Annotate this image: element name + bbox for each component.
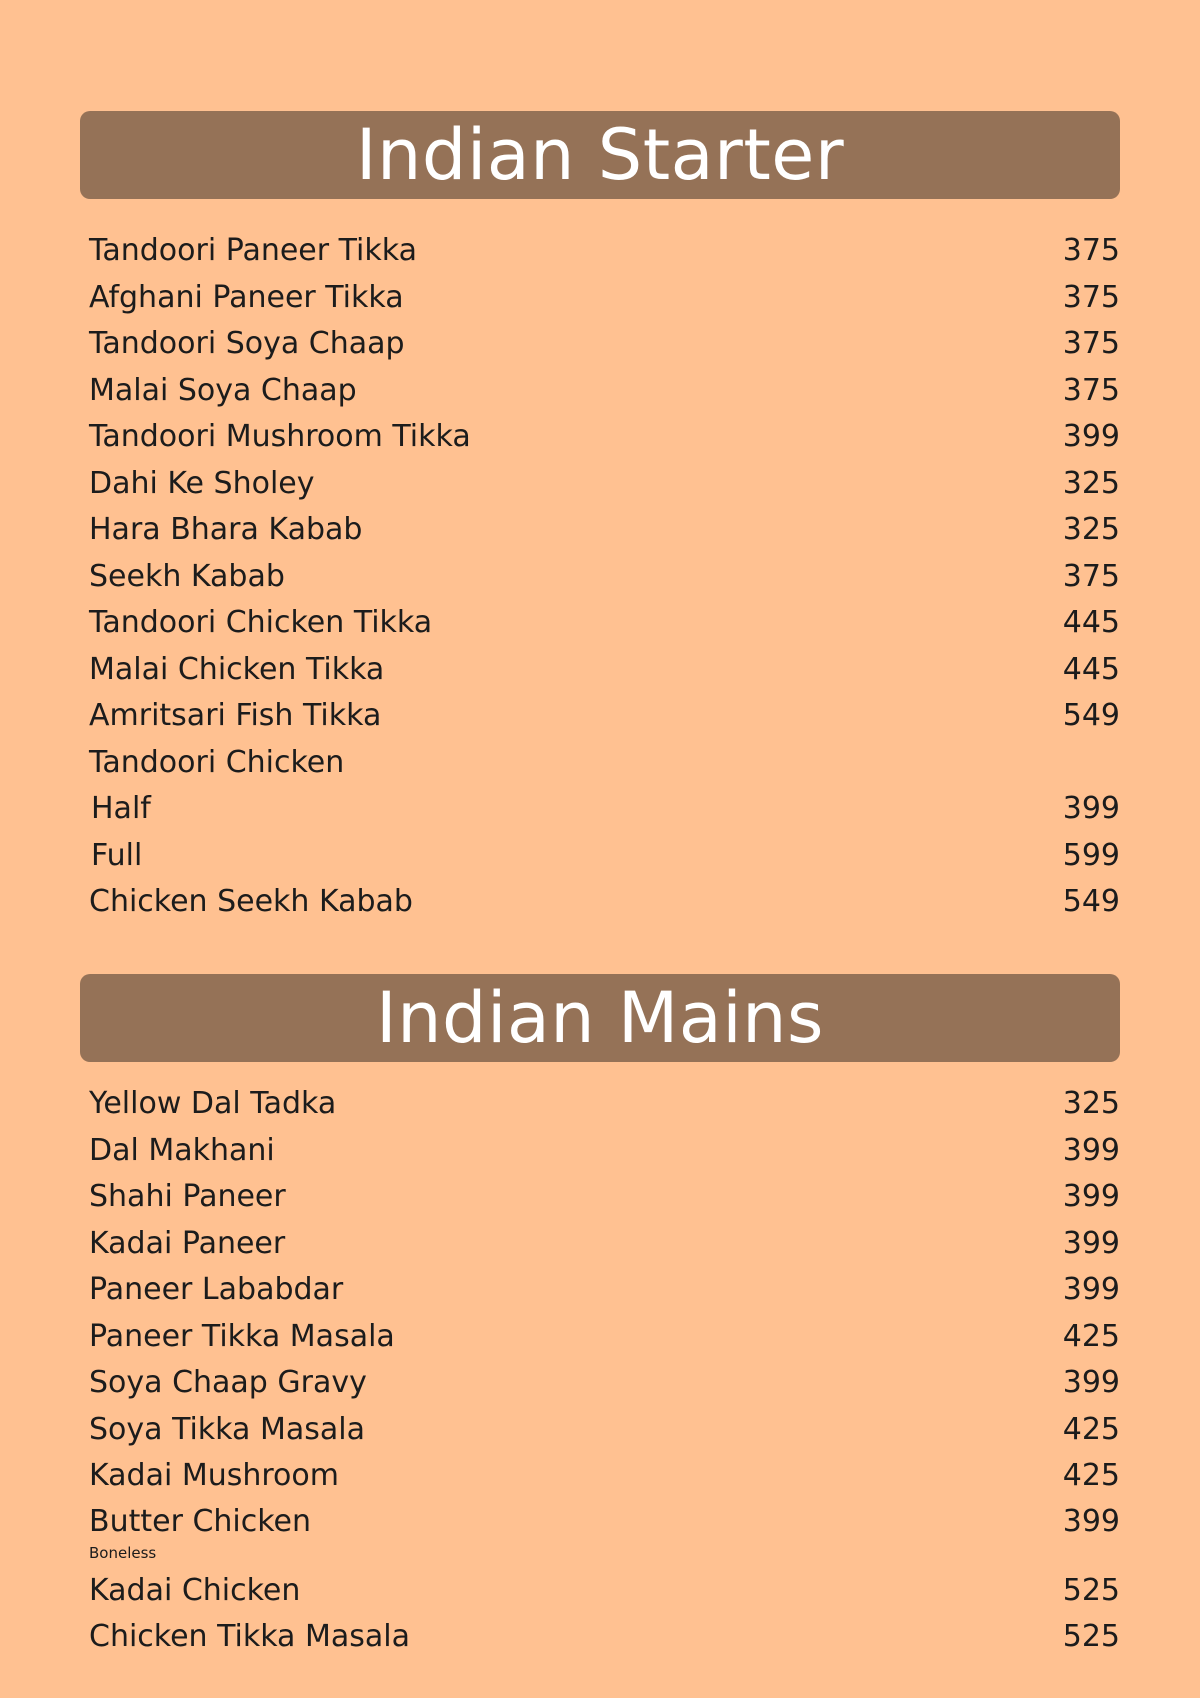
menu-item	[89, 1174, 1120, 1221]
item-name: Paneer Lababdar	[89, 1272, 344, 1308]
menu-item	[89, 693, 1120, 740]
menu-item-group	[89, 740, 1120, 787]
item-price: 375	[1062, 372, 1120, 408]
menu-list-indian-starter	[89, 228, 1120, 926]
menu-item	[89, 1453, 1120, 1500]
menu-item	[89, 275, 1120, 322]
item-price: 445	[1062, 651, 1120, 687]
item-name: Kadai Chicken	[89, 1572, 301, 1608]
menu-item	[89, 647, 1120, 694]
item-price: 425	[1062, 1411, 1120, 1447]
item-price: 549	[1062, 698, 1120, 734]
menu-item	[89, 1314, 1120, 1361]
item-name: Chicken Seekh Kabab	[89, 884, 413, 920]
menu-item-variant	[89, 786, 1120, 833]
item-price: 375	[1062, 233, 1120, 269]
item-name: Tandoori Chicken Tikka	[89, 605, 433, 641]
item-name: Dahi Ke Sholey	[89, 465, 315, 501]
item-price: 399	[1062, 1272, 1120, 1308]
item-note: Boneless	[89, 1543, 157, 1562]
item-name: Hara Bhara Kabab	[89, 512, 363, 548]
item-name: Soya Chaap Gravy	[89, 1365, 367, 1401]
item-name: Kadai Mushroom	[89, 1458, 339, 1494]
menu-item	[89, 228, 1120, 275]
menu-item	[89, 321, 1120, 368]
item-price: 425	[1062, 1318, 1120, 1354]
menu-item-variant	[89, 833, 1120, 880]
menu-item	[89, 507, 1120, 554]
item-name: Butter Chicken	[89, 1503, 312, 1539]
menu-item	[89, 1407, 1120, 1454]
item-price: 399	[1062, 1225, 1120, 1261]
item-name: Shahi Paneer	[89, 1179, 286, 1215]
menu-item	[89, 1500, 1120, 1562]
item-price: 525	[1062, 1572, 1120, 1608]
item-price: 599	[1062, 837, 1120, 873]
item-name: Tandoori Mushroom Tikka	[89, 419, 471, 455]
item-price: 445	[1062, 605, 1120, 641]
section-header-indian-mains	[80, 974, 1120, 1062]
menu-item	[89, 1267, 1120, 1314]
menu-item	[89, 1614, 1120, 1661]
item-name: Kadai Paneer	[89, 1225, 286, 1261]
menu-item	[89, 461, 1120, 508]
item-name: Tandoori Chicken	[89, 744, 345, 780]
item-name: Tandoori Soya Chaap	[89, 326, 405, 362]
item-price: 399	[1062, 791, 1120, 827]
item-price: 375	[1062, 558, 1120, 594]
item-price: 325	[1062, 512, 1120, 548]
item-price: 325	[1062, 465, 1120, 501]
menu-item	[89, 1221, 1120, 1268]
item-price: 375	[1062, 279, 1120, 315]
item-price: 425	[1062, 1458, 1120, 1494]
item-name: Paneer Tikka Masala	[89, 1318, 395, 1354]
menu-item	[89, 1360, 1120, 1407]
item-name: Afghani Paneer Tikka	[89, 279, 404, 315]
section-title: Indian Starter	[355, 114, 845, 196]
section-title: Indian Mains	[376, 977, 824, 1059]
item-price: 399	[1062, 1503, 1120, 1539]
item-name: Dal Makhani	[89, 1132, 275, 1168]
item-name: Seekh Kabab	[89, 558, 285, 594]
menu-list-indian-mains	[89, 1081, 1120, 1661]
menu-item	[89, 1568, 1120, 1615]
item-price: 399	[1062, 1365, 1120, 1401]
item-name: Tandoori Paneer Tikka	[89, 233, 417, 269]
item-price: 375	[1062, 326, 1120, 362]
item-price: 399	[1062, 1179, 1120, 1215]
item-price: 549	[1062, 884, 1120, 920]
item-name: Malai Soya Chaap	[89, 372, 357, 408]
item-name: Malai Chicken Tikka	[89, 651, 385, 687]
item-name: Half	[91, 791, 151, 827]
item-price: 399	[1062, 419, 1120, 455]
menu-item	[89, 414, 1120, 461]
item-name: Amritsari Fish Tikka	[89, 698, 382, 734]
menu-item	[89, 1128, 1120, 1175]
section-header-indian-starter	[80, 111, 1120, 199]
item-name: Full	[91, 837, 143, 873]
item-name: Yellow Dal Tadka	[89, 1086, 337, 1122]
item-name: Chicken Tikka Masala	[89, 1619, 410, 1655]
menu-item	[89, 368, 1120, 415]
menu-item	[89, 879, 1120, 926]
menu-item	[89, 600, 1120, 647]
menu-item	[89, 1081, 1120, 1128]
item-price: 399	[1062, 1132, 1120, 1168]
item-price: 525	[1062, 1619, 1120, 1655]
item-price: 325	[1062, 1086, 1120, 1122]
item-name: Soya Tikka Masala	[89, 1411, 365, 1447]
menu-item	[89, 554, 1120, 601]
